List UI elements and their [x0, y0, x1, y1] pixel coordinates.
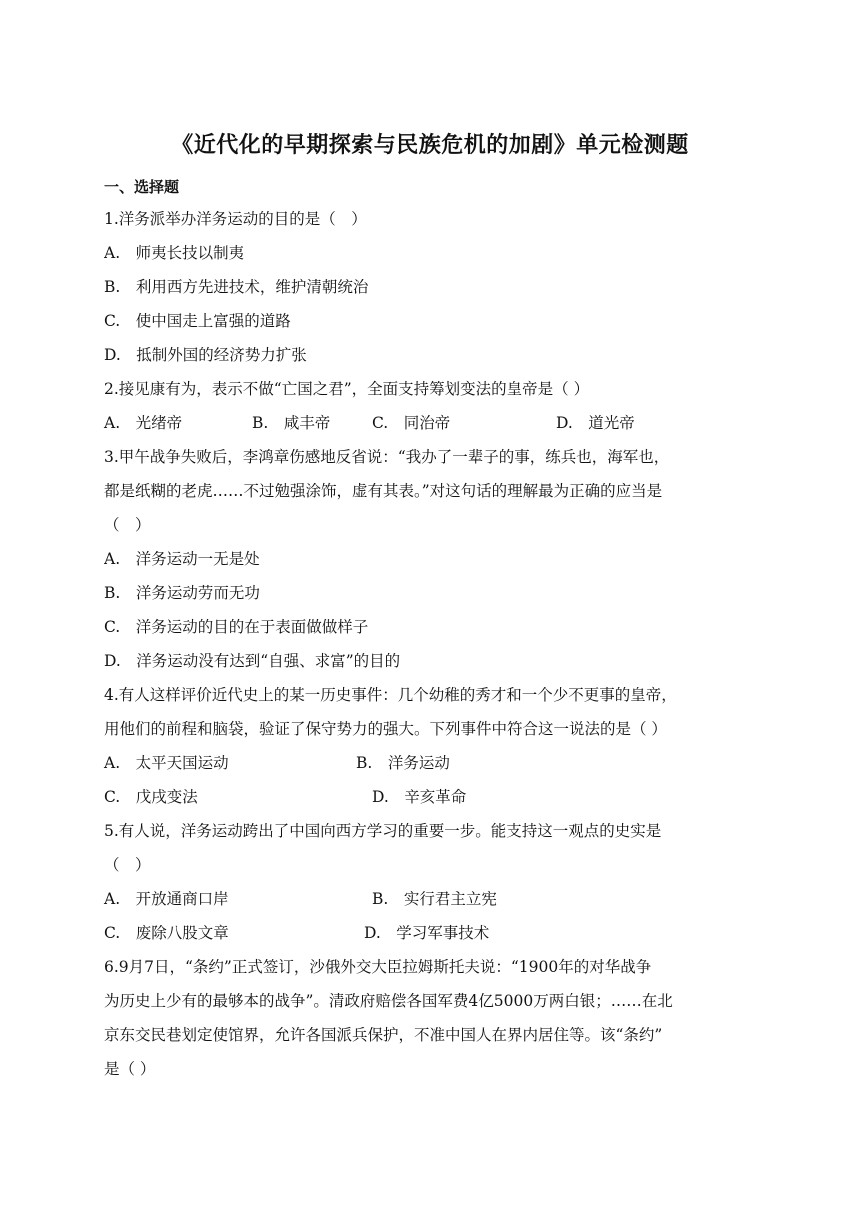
- question-6-stem-line-3: 京东交民巷划定使馆界，允许各国派兵保护，不准中国人在界内居住等。该“条约”: [104, 1026, 663, 1044]
- question-5-option-c: C. 废除八股文章: [104, 924, 229, 942]
- question-5-option-a: A. 开放通商口岸: [104, 890, 229, 908]
- question-5-stem-line-1: 5.有人说，洋务运动跨出了中国向西方学习的重要一步。能支持这一观点的史实是: [104, 822, 662, 840]
- question-3-stem-line-3: （ ）: [104, 516, 151, 534]
- question-2-option-c: C. 同治帝: [372, 414, 451, 432]
- question-4-option-b: B. 洋务运动: [356, 754, 450, 772]
- question-6-stem-line-1: 6.9月7日，“条约”正式签订，沙俄外交大臣拉姆斯托夫说：“1900年的对华战争: [104, 958, 652, 976]
- question-1-option-a: A. 师夷长技以制夷: [104, 244, 245, 262]
- question-4-stem-line-2: 用他们的前程和脑袋，验证了保守势力的强大。下列事件中符合这一说法的是（ ）: [104, 720, 667, 738]
- question-6-stem-line-4: 是（ ）: [104, 1060, 156, 1078]
- question-4-stem-line-1: 4.有人这样评价近代史上的某一历史事件：几个幼稚的秀才和一个少不更事的皇帝，: [104, 686, 677, 704]
- question-2-option-a: A. 光绪帝: [104, 414, 183, 432]
- question-3-option-c: C. 洋务运动的目的在于表面做做样子: [104, 618, 369, 636]
- question-2-option-b: B. 咸丰帝: [252, 414, 331, 432]
- question-3-stem-line-1: 3.甲午战争失败后，李鸿章伤感地反省说：“我办了一辈子的事，练兵也，海军也，: [104, 448, 670, 466]
- question-2-option-d: D. 道光帝: [556, 414, 635, 432]
- question-4-option-d: D. 辛亥革命: [372, 788, 467, 806]
- section-heading: 一、选择题: [104, 178, 180, 196]
- question-5-option-d: D. 学习军事技术: [364, 924, 490, 942]
- question-4-option-a: A. 太平天国运动: [104, 754, 229, 772]
- question-5-option-b: B. 实行君主立宪: [372, 890, 497, 908]
- question-4-option-c: C. 戊戌变法: [104, 788, 198, 806]
- question-3-stem-line-2: 都是纸糊的老虎……不过勉强涂饰，虚有其表。”对这句话的理解最为正确的应当是: [104, 482, 663, 500]
- question-5-stem-line-2: （ ）: [104, 856, 151, 874]
- question-1-option-d: D. 抵制外国的经济势力扩张: [104, 346, 307, 364]
- question-2-stem: 2.接见康有为，表示不做“亡国之君”，全面支持筹划变法的皇帝是（ ）: [104, 380, 590, 398]
- question-1-option-b: B. 利用西方先进技术，维护清朝统治: [104, 278, 369, 296]
- question-1-option-c: C. 使中国走上富强的道路: [104, 312, 291, 330]
- question-3-option-a: A. 洋务运动一无是处: [104, 550, 260, 568]
- question-3-option-d: D. 洋务运动没有达到“自强、求富”的目的: [104, 652, 401, 670]
- question-3-option-b: B. 洋务运动劳而无功: [104, 584, 260, 602]
- document-title: 《近代化的早期探索与民族危机的加剧》单元检测题: [171, 132, 689, 158]
- question-6-stem-line-2: 为历史上少有的最够本的战争”。清政府赔偿各国军费4亿5000万两白银；……在北: [104, 992, 673, 1010]
- question-1-stem: 1.洋务派举办洋务运动的目的是（ ）: [104, 210, 367, 228]
